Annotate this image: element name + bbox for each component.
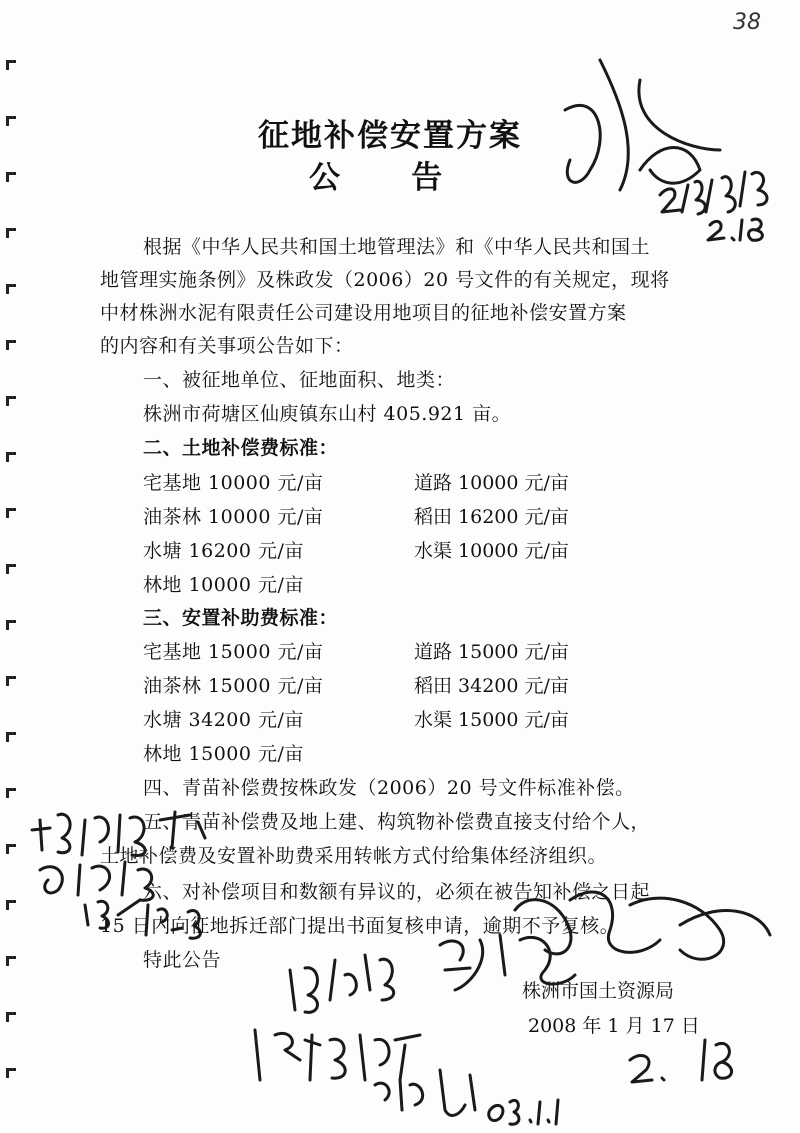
issue-date: 2008 年 1 月 17 日 <box>528 1015 700 1037</box>
rate-item: 水渠 15000 元/亩 <box>414 709 569 731</box>
document-subtitle: 公告 <box>308 160 514 196</box>
rate-item: 林地 15000 元/亩 <box>143 743 304 765</box>
section2-heading: 二、土地补偿费标准： <box>143 437 339 459</box>
intro-line-4: 的内容和有关事项公告如下： <box>100 335 354 357</box>
rate-item: 稻田 16200 元/亩 <box>414 506 569 528</box>
intro-line-2: 地管理实施条例》及株政发（2006）20 号文件的有关规定，现将 <box>100 269 670 291</box>
rate-item: 林地 10000 元/亩 <box>143 574 304 596</box>
rate-item: 宅基地 15000 元/亩 <box>143 641 324 663</box>
section1-content: 株洲市荷塘区仙庾镇东山村 405.921 亩。 <box>143 403 512 425</box>
section5-line-2: 土地补偿费及安置补助费采用转帐方式付给集体经济组织。 <box>100 845 608 867</box>
rate-item: 油茶林 15000 元/亩 <box>143 675 324 697</box>
handwritten-bottom-center-date <box>489 1100 558 1124</box>
intro-line-1: 根据《中华人民共和国土地管理法》和《中华人民共和国土 <box>143 236 651 258</box>
handwritten-name-1 <box>290 955 394 1012</box>
rate-item: 油茶林 10000 元/亩 <box>143 506 324 528</box>
rate-item: 水塘 34200 元/亩 <box>143 709 304 731</box>
document-title: 征地补偿安置方案 <box>258 118 522 154</box>
page-number: 38 <box>733 10 761 35</box>
handwritten-note-please-review <box>255 1030 420 1080</box>
section6-line-2: 15 日内向征地拆迁部门提出书面复核申请，逾期不予复核。 <box>100 915 620 937</box>
section3-heading: 三、安置补助费标准： <box>143 607 339 629</box>
rate-item: 道路 15000 元/亩 <box>414 641 569 663</box>
section1-heading: 一、被征地单位、征地面积、地类： <box>143 369 456 391</box>
rate-item: 稻田 34200 元/亩 <box>414 675 569 697</box>
section4: 四、青苗补偿费按株政发（2006）20 号文件标准补偿。 <box>143 777 635 799</box>
rate-item: 宅基地 10000 元/亩 <box>143 472 324 494</box>
issuer: 株洲市国土资源局 <box>522 980 675 1002</box>
binding-marks <box>6 60 20 1100</box>
handwritten-bottom-right-date <box>630 1040 732 1082</box>
rate-item: 水塘 16200 元/亩 <box>143 540 304 562</box>
section5-line-1: 五、青苗补偿费及地上建、构筑物补偿费直接支付给个人， <box>143 811 651 833</box>
closing: 特此公告 <box>143 949 222 971</box>
handwritten-initials <box>375 1070 475 1115</box>
handwritten-corner-date <box>708 219 762 240</box>
rate-item: 水渠 10000 元/亩 <box>414 540 569 562</box>
rate-item: 道路 10000 元/亩 <box>414 472 569 494</box>
intro-line-3: 中材株洲水泥有限责任公司建设用地项目的征地补偿安置方案 <box>100 302 627 324</box>
section6-line-1: 六、对补偿项目和数额有异议的，必须在被告知补偿之日起 <box>143 881 651 903</box>
